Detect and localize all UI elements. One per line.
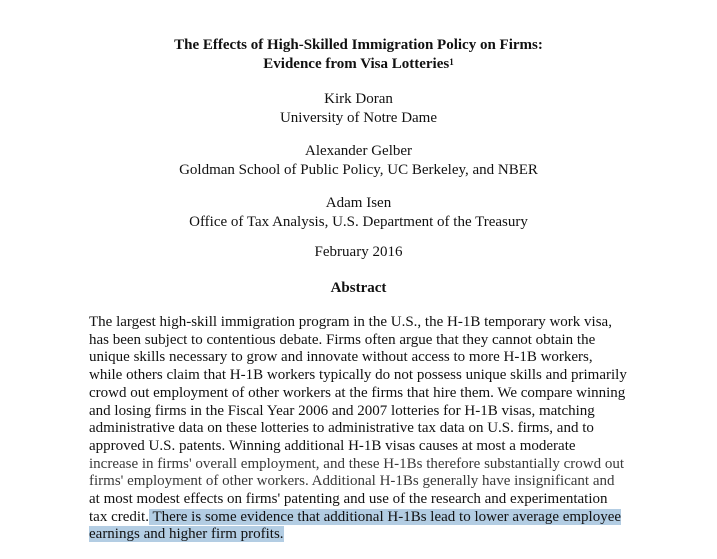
author-affiliation: University of Notre Dame: [279, 110, 438, 126]
abstract-line: and losing firms in the Fiscal Year 2006 and 2007 lotteries for H-1B visas, matching: [89, 402, 595, 419]
abstract-line-with-selection: [89, 509, 649, 527]
author-name: Adam Isen: [325, 195, 392, 211]
title-line-2: [0, 55, 717, 74]
abstract-text: tax credit.: [89, 508, 149, 525]
author-affiliation: Office of Tax Analysis, U.S. Department of the Treasury: [189, 214, 528, 230]
abstract-line: has been subject to contentious debate. Firms often argue that they cannot obtain the: [89, 331, 596, 348]
author-name: Alexander Gelber: [304, 143, 413, 159]
abstract-line: crowd out employment of other workers at the firms that hire them. We compare winning: [89, 384, 626, 401]
paper-date: February 2016: [314, 244, 403, 260]
title-line-2-text: Evidence from Visa Lotteries: [263, 56, 450, 72]
selected-text-highlight[interactable]: There is some evidence that additional H-1Bs lead to lower average employee: [148, 508, 622, 525]
abstract-heading: Abstract: [330, 280, 387, 296]
abstract-line: while others claim that H-1B workers typically do not possess unique skills and primarily: [89, 367, 627, 384]
abstract-line: at most modest effects on firms' patenting and use of the research and experimentation: [89, 491, 608, 508]
selected-text-highlight[interactable]: earnings and higher firm profits.: [89, 526, 284, 543]
abstract-line: administrative data on these lotteries to administrative tax data on U.S. firms, and to: [89, 420, 594, 437]
title-footnote-marker[interactable]: 1: [449, 57, 454, 67]
abstract-line: The largest high-skill immigration program in the U.S., the H-1B temporary work visa,: [89, 314, 612, 330]
author-block-3: [0, 194, 717, 232]
title-line-1: The Effects of High-Skilled Immigration Policy on Firms:: [174, 37, 543, 53]
abstract-line-with-selection: [89, 526, 649, 544]
abstract-line: firms' employment of other workers. Additional H-1Bs generally have insignificant and: [89, 473, 615, 490]
abstract-line: approved U.S. patents. Winning additional H-1B visas causes at most a moderate: [89, 437, 576, 454]
abstract-line: increase in firms' overall employment, and these H-1Bs therefore substantially crowd out: [89, 455, 625, 472]
author-name: Kirk Doran: [324, 91, 393, 107]
paper-title: [0, 36, 717, 74]
abstract-line: unique skills necessary to grow and innovate without access to more H-1B workers,: [89, 349, 593, 366]
author-block-2: [0, 142, 717, 180]
author-affiliation: Goldman School of Public Policy, UC Berkeley, and NBER: [179, 162, 538, 178]
author-block-1: [0, 90, 717, 128]
abstract-body[interactable]: [89, 314, 649, 544]
